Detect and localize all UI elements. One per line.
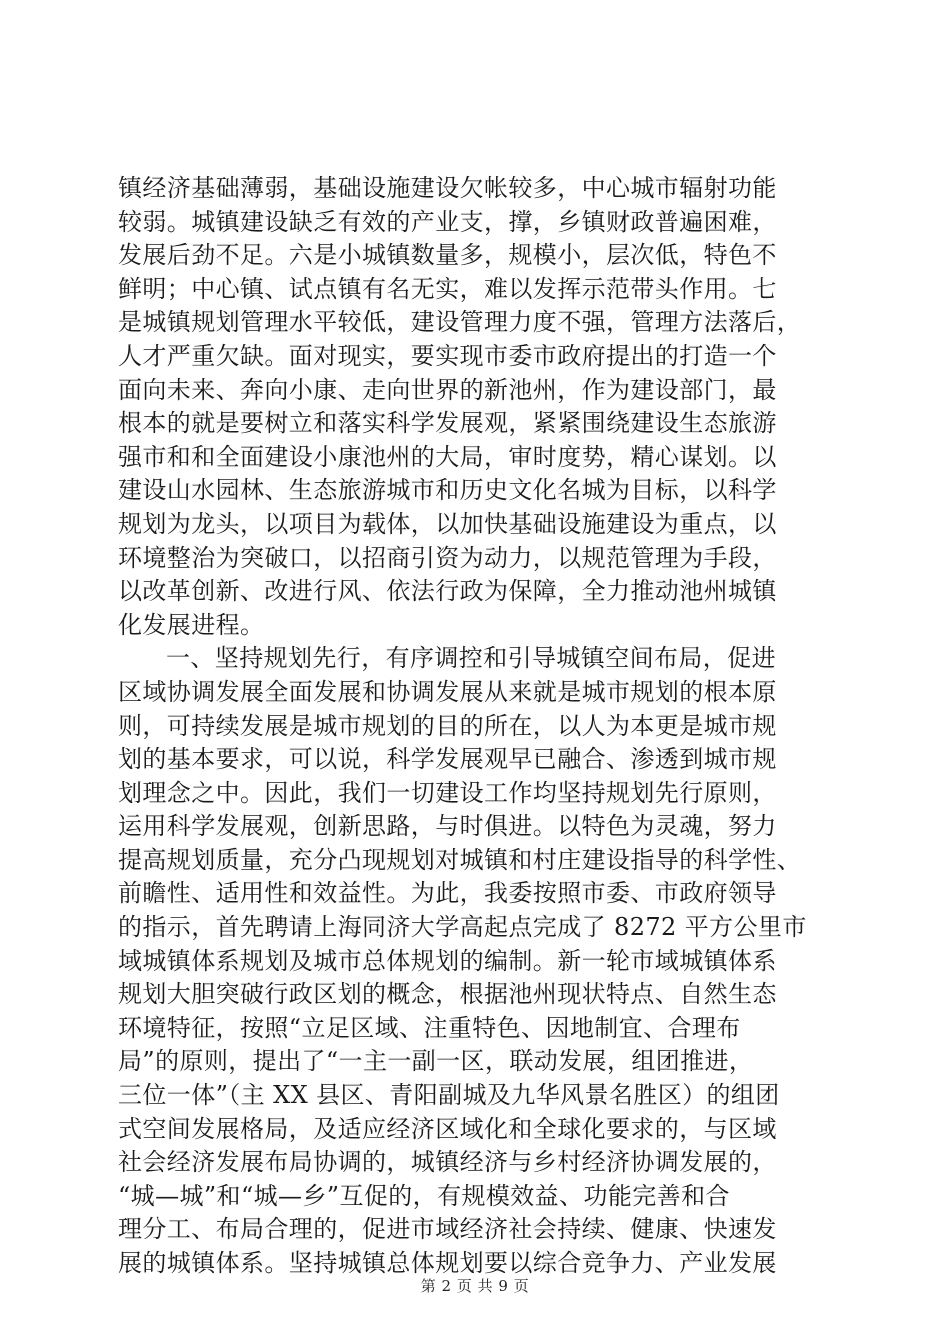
text-line: 局”的原则，提出了“一主一副一区，联动发展，组团推进， <box>118 1047 754 1076</box>
text-line: 则，可持续发展是城市规划的目的所在，以人为本更是城市规 <box>118 711 777 740</box>
text-line: 理分工、布局合理的，促进市域经济社会持续、健康、快速发 <box>118 1215 777 1244</box>
text-line: 提高规划质量，充分凸现规划对城镇和村庄建设指导的科学性、 <box>118 845 802 874</box>
text-line: 运用科学发展观，创新思路，与时俱进。以特色为灵魂，努力 <box>118 812 777 841</box>
section-heading-line: 一、坚持规划先行，有序调控和引导城镇空间布局，促进 <box>166 644 776 673</box>
text-line: 划的基本要求，可以说，科学发展观早已融合、渗透到城市规 <box>118 745 777 774</box>
text-line: 人才严重欠缺。面对现实，要实现市委市政府提出的打造一个 <box>118 341 777 370</box>
text-line: 环境特征，按照“立足区域、注重特色、因地制宜、合理布 <box>118 1013 741 1042</box>
text-line: 前瞻性、适用性和效益性。为此，我委按照市委、市政府领导 <box>118 879 777 908</box>
text-line: 划理念之中。因此，我们一切建设工作均坚持规划先行原则， <box>118 778 777 807</box>
text-line: 镇经济基础薄弱，基础设施建设欠帐较多，中心城市辐射功能 <box>118 174 777 202</box>
text-line: 社会经济发展布局协调的，城镇经济与乡村经济协调发展的， <box>118 1148 777 1177</box>
text-line: 强市和和全面建设小康池州的大局，审时度势，精心谋划。以 <box>118 442 777 471</box>
text-line: 根本的就是要树立和落实科学发展观，紧紧围绕建设生态旅游 <box>118 409 777 438</box>
text-line: 区域协调发展全面发展和协调发展从来就是城市规划的根本原 <box>118 677 777 706</box>
text-line: 发展后劲不足。六是小城镇数量多，规模小，层次低，特色不 <box>118 241 777 270</box>
text-line: 以改革创新、改进行风、依法行政为保障，全力推动池州城镇 <box>118 577 777 606</box>
page-number-footer: 第 2 页 共 9 页 <box>420 1277 530 1295</box>
text-line: 的指示，首先聘请上海同济大学高起点完成了 8272 平方公里市 <box>118 913 807 942</box>
text-line: 环境整治为突破口，以招商引资为动力，以规范管理为手段， <box>118 543 777 572</box>
text-line: “城—城”和“城—乡”互促的，有规模效益、功能完善和合 <box>118 1181 730 1210</box>
text-line: 建设山水园林、生态旅游城市和历史文化名城为目标，以科学 <box>118 476 777 505</box>
body-text <box>118 172 838 1281</box>
text-line: 式空间发展格局，及适应经济区域化和全球化要求的，与区域 <box>118 1114 777 1143</box>
text-line: 规划大胆突破行政区划的概念，根据池州现状特点、自然生态 <box>118 980 777 1009</box>
text-line: 化发展进程。 <box>118 610 265 639</box>
text-line: 展的城镇体系。坚持城镇总体规划要以综合竞争力、产业发展 <box>118 1249 777 1277</box>
text-line: 面向未来、奔向小康、走向世界的新池州，作为建设部门，最 <box>118 375 777 404</box>
text-line: 鲜明；中心镇、试点镇有名无实，难以发挥示范带头作用。七 <box>118 274 777 303</box>
text-line: 较弱。城镇建设缺乏有效的产业支，撑，乡镇财政普遍困难， <box>118 207 777 236</box>
text-line: 三位一体”（主 XX 县区、青阳副城及九华风景名胜区）的组团 <box>118 1081 780 1110</box>
text-line: 规划为龙头，以项目为载体，以加快基础设施建设为重点，以 <box>118 509 777 538</box>
text-line: 域城镇体系规划及城市总体规划的编制。新一轮市域城镇体系 <box>118 946 777 975</box>
text-line: 是城镇规划管理水平较低，建设管理力度不强，管理方法落后， <box>118 308 802 337</box>
